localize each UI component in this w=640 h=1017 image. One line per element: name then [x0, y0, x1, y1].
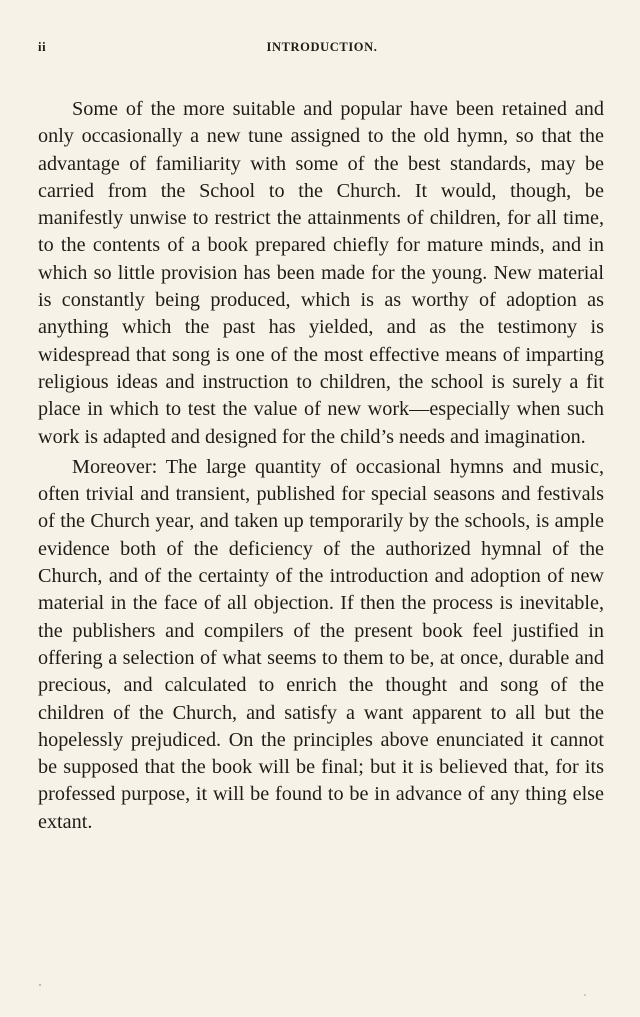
running-head-title: INTRODUCTION. [266, 40, 378, 54]
running-head [38, 40, 606, 60]
body-text [38, 96, 604, 836]
paper-speck [584, 994, 586, 996]
paragraph-2: Moreover: The large quantity of occasional hymns and music, often trivial and transient, published for special seasons and festivals of the Church year, and taken up temporarily by the schools, is ample evidence both of the deficiency of the authorized hymnal of the Church, and of the certainty of the introduction and adoption of new material in the face of all objection. If then the process is inevitable, the publishers and compilers of the present book feel justified in offering a selection of what seems to them to be, at once, durable and precious, and calculated to enrich the thought and song of the children of the Church, and satisfy a want apparent to all but the hopelessly prejudiced. On the principles above enunciated it cannot be supposed that the book will be final; but it is believed that, for its professed purpose, it will be found to be in advance of any thing else extant. [38, 455, 604, 833]
page-number: ii [38, 40, 47, 54]
paragraph-1: Some of the more suitable and popular have been retained and only occasionally a new tune assigned to the old hymn, so that the advantage of familiarity with some of the best standards, may be carried from the School to the Church. It would, though, be manifestly unwise to restrict the attainments of children, for all time, to the contents of a book prepared chiefly for mature minds, and in which so little provision has been made for the young. New material is constantly being produced, which is as worthy of adoption as anything which the past has yielded, and as the testimony is widespread that song is one of the most effective means of imparting religious ideas and instruction to children, the school is surely a fit place in which to test the value of new work—especially when such work is adapted and designed for the child’s needs and imagination. [38, 98, 604, 448]
paper-speck [39, 984, 41, 986]
